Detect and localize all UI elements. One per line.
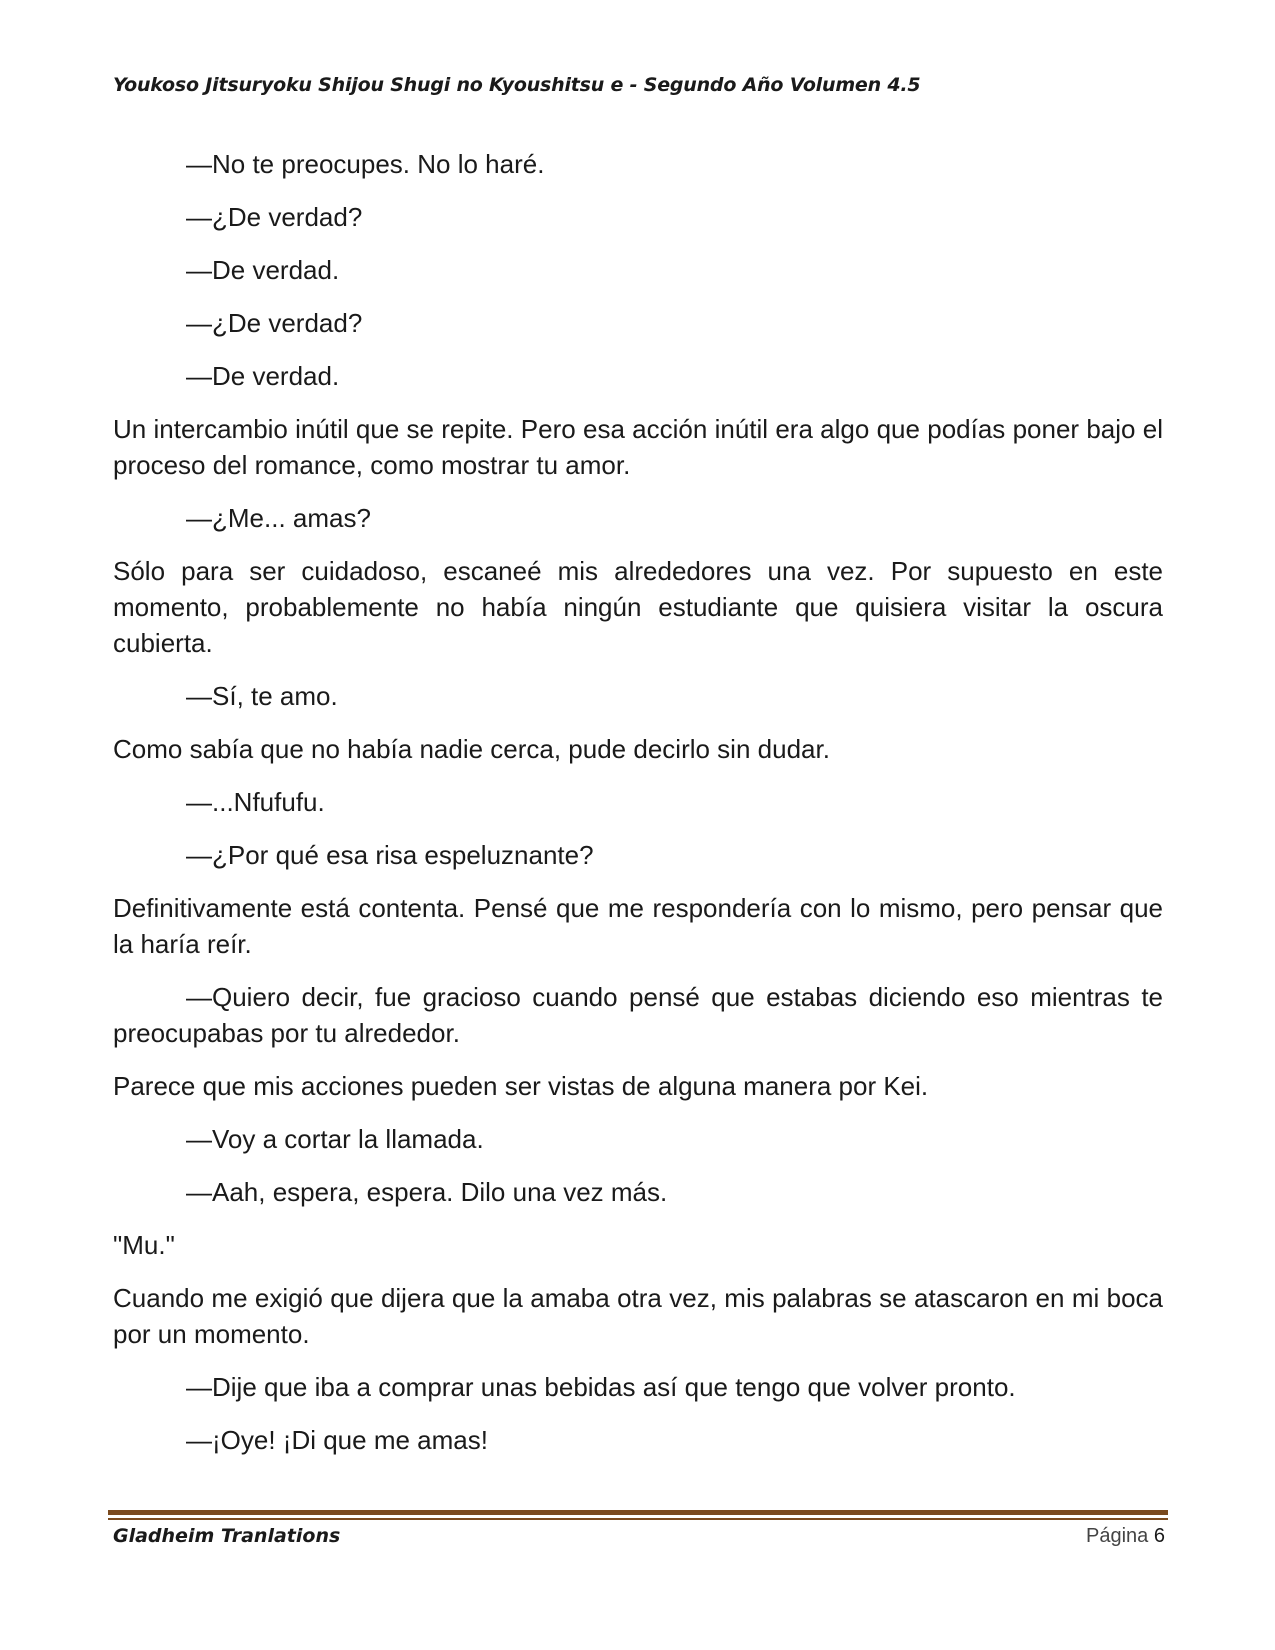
paragraph-narration: Cuando me exigió que dijera que la amaba otra vez, mis palabras se atascaron en mi boca por un momento. <box>113 1283 1163 1349</box>
paragraph-narration: Definitivamente está contenta. Pensé que me respondería con lo mismo, pero pensar que la haría reír. <box>113 893 1163 959</box>
paragraph-dialogue: —De verdad. <box>186 361 340 391</box>
paragraph-dialogue: —Dije que iba a comprar unas bebidas así que tengo que volver pronto. <box>186 1372 1016 1402</box>
paragraph-dialogue: —Aah, espera, espera. Dilo una vez más. <box>186 1177 668 1207</box>
paragraph-narration: Como sabía que no había nadie cerca, pude decirlo sin dudar. <box>113 734 830 764</box>
paragraph-narration: Un intercambio inútil que se repite. Pero esa acción inútil era algo que podías poner bajo el proceso del romance, como mostrar tu amor. <box>113 414 1163 480</box>
paragraph-narration: "Mu." <box>113 1230 175 1260</box>
footer-divider-thin <box>108 1518 1168 1520</box>
paragraph-dialogue: —...Nfufufu. <box>186 787 325 817</box>
paragraph-dialogue: —¡Oye! ¡Di que me amas! <box>186 1425 488 1455</box>
paragraph-dialogue: —¿De verdad? <box>186 202 363 232</box>
paragraph-narration: Parece que mis acciones pueden ser vistas de alguna manera por Kei. <box>113 1071 929 1101</box>
paragraph-dialogue: —¿Por qué esa risa espeluznante? <box>186 840 594 870</box>
page-header-title: Youkoso Jitsuryoku Shijou Shugi no Kyoushitsu e - Segundo Año Volumen 4.5 <box>113 74 921 96</box>
footer-credit: Gladheim Tranlations <box>113 1525 341 1547</box>
paragraph-dialogue: —¿Me... amas? <box>186 503 371 533</box>
footer-divider-thick <box>108 1510 1168 1515</box>
paragraph-dialogue: —Sí, te amo. <box>186 681 338 711</box>
paragraph-dialogue: —No te preocupes. No lo haré. <box>186 149 545 179</box>
page-number-label <box>1086 1525 1165 1548</box>
paragraph-dialogue: —¿De verdad? <box>186 308 363 338</box>
paragraph-dialogue: —Quiero decir, fue gracioso cuando pensé que estabas diciendo eso mientras te preocupabas por tu alrededor. <box>113 982 1163 1048</box>
paragraph-dialogue: —De verdad. <box>186 255 340 285</box>
document-body <box>113 146 1163 1475</box>
page-number: 6 <box>1153 1525 1165 1547</box>
paragraph-narration: Sólo para ser cuidadoso, escaneé mis alrededores una vez. Por supuesto en este momento, probablemente no había ningún estudiante que quisiera visitar la oscura cubierta. <box>113 556 1163 658</box>
page-label: Página <box>1086 1525 1149 1547</box>
paragraph-dialogue: —Voy a cortar la llamada. <box>186 1124 484 1154</box>
